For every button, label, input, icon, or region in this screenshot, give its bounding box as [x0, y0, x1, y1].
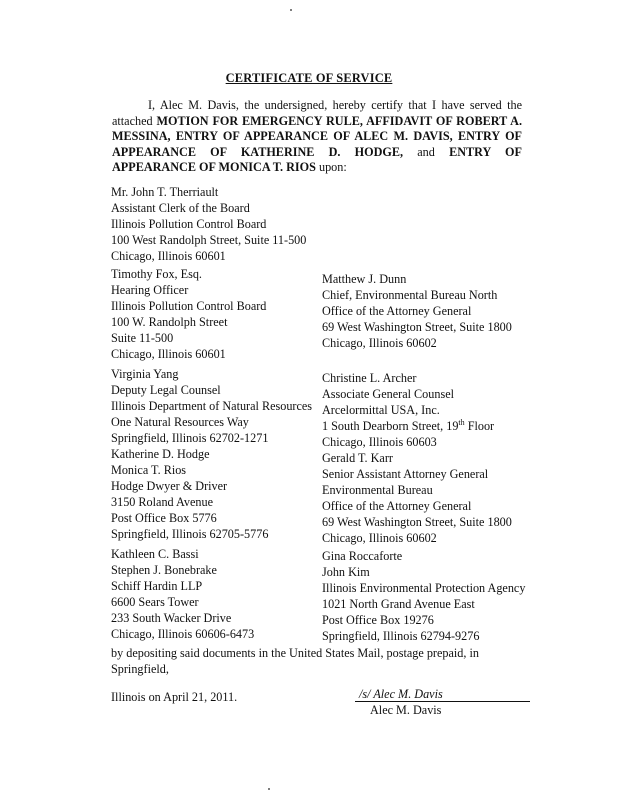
address-line: Springfield, Illinois 62702-1271 [111, 431, 269, 445]
address-line: Suite 11-500 [111, 331, 174, 345]
address-line: Stephen J. Bonebrake [111, 563, 217, 577]
address-line: Timothy Fox, Esq. [111, 267, 202, 281]
address-line: Schiff Hardin LLP [111, 579, 203, 593]
recipient-yang [111, 366, 312, 446]
address-line: 3150 Roland Avenue [111, 495, 213, 509]
address-line: Chicago, Illinois 60601 [111, 249, 226, 263]
address-line: 100 W. Randolph Street [111, 315, 228, 329]
address-line: Springfield, Illinois 62794-9276 [322, 629, 480, 643]
address-line: Deputy Legal Counsel [111, 383, 221, 397]
address-line: Gina Roccaforte [322, 549, 403, 563]
scan-speck [290, 9, 292, 11]
address-line: 233 South Wacker Drive [111, 611, 232, 625]
address-line: 1 South Dearborn Street, 19th Floor [322, 417, 495, 433]
address-line: Illinois Pollution Control Board [111, 217, 267, 231]
address-line: Office of the Attorney General [322, 499, 472, 513]
closing-line: Illinois on April 21, 2011. [111, 690, 238, 704]
address-line: Post Office Box 5776 [111, 511, 217, 525]
address-line: Virginia Yang [111, 367, 179, 381]
intro-paragraph [112, 98, 522, 176]
address-line: Chicago, Illinois 60602 [322, 336, 437, 350]
address-line: Hearing Officer [111, 283, 189, 297]
address-line: Matthew J. Dunn [322, 272, 407, 286]
recipient-roccaforte [322, 548, 525, 644]
recipient-fox [111, 266, 266, 362]
address-line: Mr. John T. Therriault [111, 185, 219, 199]
intro-lead: I, Alec M. Davis, the undersigned, hereby certify that I have served the attached [112, 98, 522, 128]
address-line: 100 West Randolph Street, Suite 11-500 [111, 233, 307, 247]
address-line: Chicago, Illinois 60602 [322, 531, 437, 545]
scan-speck [268, 788, 270, 790]
address-line: Gerald T. Karr [322, 451, 393, 465]
address-line: Environmental Bureau [322, 483, 433, 497]
address-line: Christine L. Archer [322, 371, 417, 385]
address-line: Illinois Pollution Control Board [111, 299, 267, 313]
address-line: Senior Assistant Attorney General [322, 467, 489, 481]
served-documents: MOTION FOR EMERGENCY RULE, AFFIDAVIT OF ROBERT A. MESSINA, ENTRY OF APPEARANCE OF ALEC M. DAVIS, ENTRY OF APPEARANCE OF KATHERINE D. HODGE, [112, 113, 523, 159]
address-line: Katherine D. Hodge [111, 447, 210, 461]
address-line: Springfield, Illinois 62705-5776 [111, 527, 269, 541]
address-line: 6600 Sears Tower [111, 595, 199, 609]
address-line: Illinois Department of Natural Resources [111, 399, 313, 413]
address-line: Monica T. Rios [111, 463, 187, 477]
address-line: Arcelormittal USA, Inc. [322, 403, 440, 417]
address-line: Chicago, Illinois 60601 [111, 347, 226, 361]
address-line: Chief, Environmental Bureau North [322, 288, 498, 302]
address-line: John Kim [322, 565, 370, 579]
intro-upon: upon: [315, 160, 347, 175]
served-document-last: ENTRY OF APPEARANCE OF MONICA T. RIOS [112, 144, 522, 175]
address-line: 1021 North Grand Avenue East [322, 597, 475, 611]
address-line: 69 West Washington Street, Suite 1800 [322, 515, 512, 529]
address-line: Assistant Clerk of the Board [111, 201, 250, 215]
address-line: Office of the Attorney General [322, 304, 472, 318]
address-line: Associate General Counsel [322, 387, 454, 401]
recipient-therriault [111, 184, 306, 264]
address-line: Chicago, Illinois 60606-6473 [111, 627, 255, 641]
address-line: Kathleen C. Bassi [111, 547, 199, 561]
address-line: 69 West Washington Street, Suite 1800 [322, 320, 512, 334]
recipient-karr [322, 450, 512, 546]
document-title: CERTIFICATE OF SERVICE [225, 71, 393, 85]
address-line: One Natural Resources Way [111, 415, 249, 429]
address-line: Post Office Box 19276 [322, 613, 434, 627]
signature-block [355, 687, 530, 717]
address-line: Illinois Environmental Protection Agency [322, 581, 526, 595]
signer-name: Alec M. Davis [370, 703, 442, 717]
recipient-archer [322, 370, 494, 450]
closing-line: by depositing said documents in the United States Mail, postage prepaid, in Springfield, [111, 646, 479, 676]
recipient-bassi [111, 546, 254, 642]
intro-and: and [403, 144, 450, 159]
address-line: Hodge Dwyer & Driver [111, 479, 228, 493]
signature-line: /s/ Alec M. Davis [355, 687, 530, 702]
recipient-hodge [111, 446, 268, 542]
recipient-dunn [322, 271, 512, 351]
address-line: Chicago, Illinois 60603 [322, 435, 437, 449]
